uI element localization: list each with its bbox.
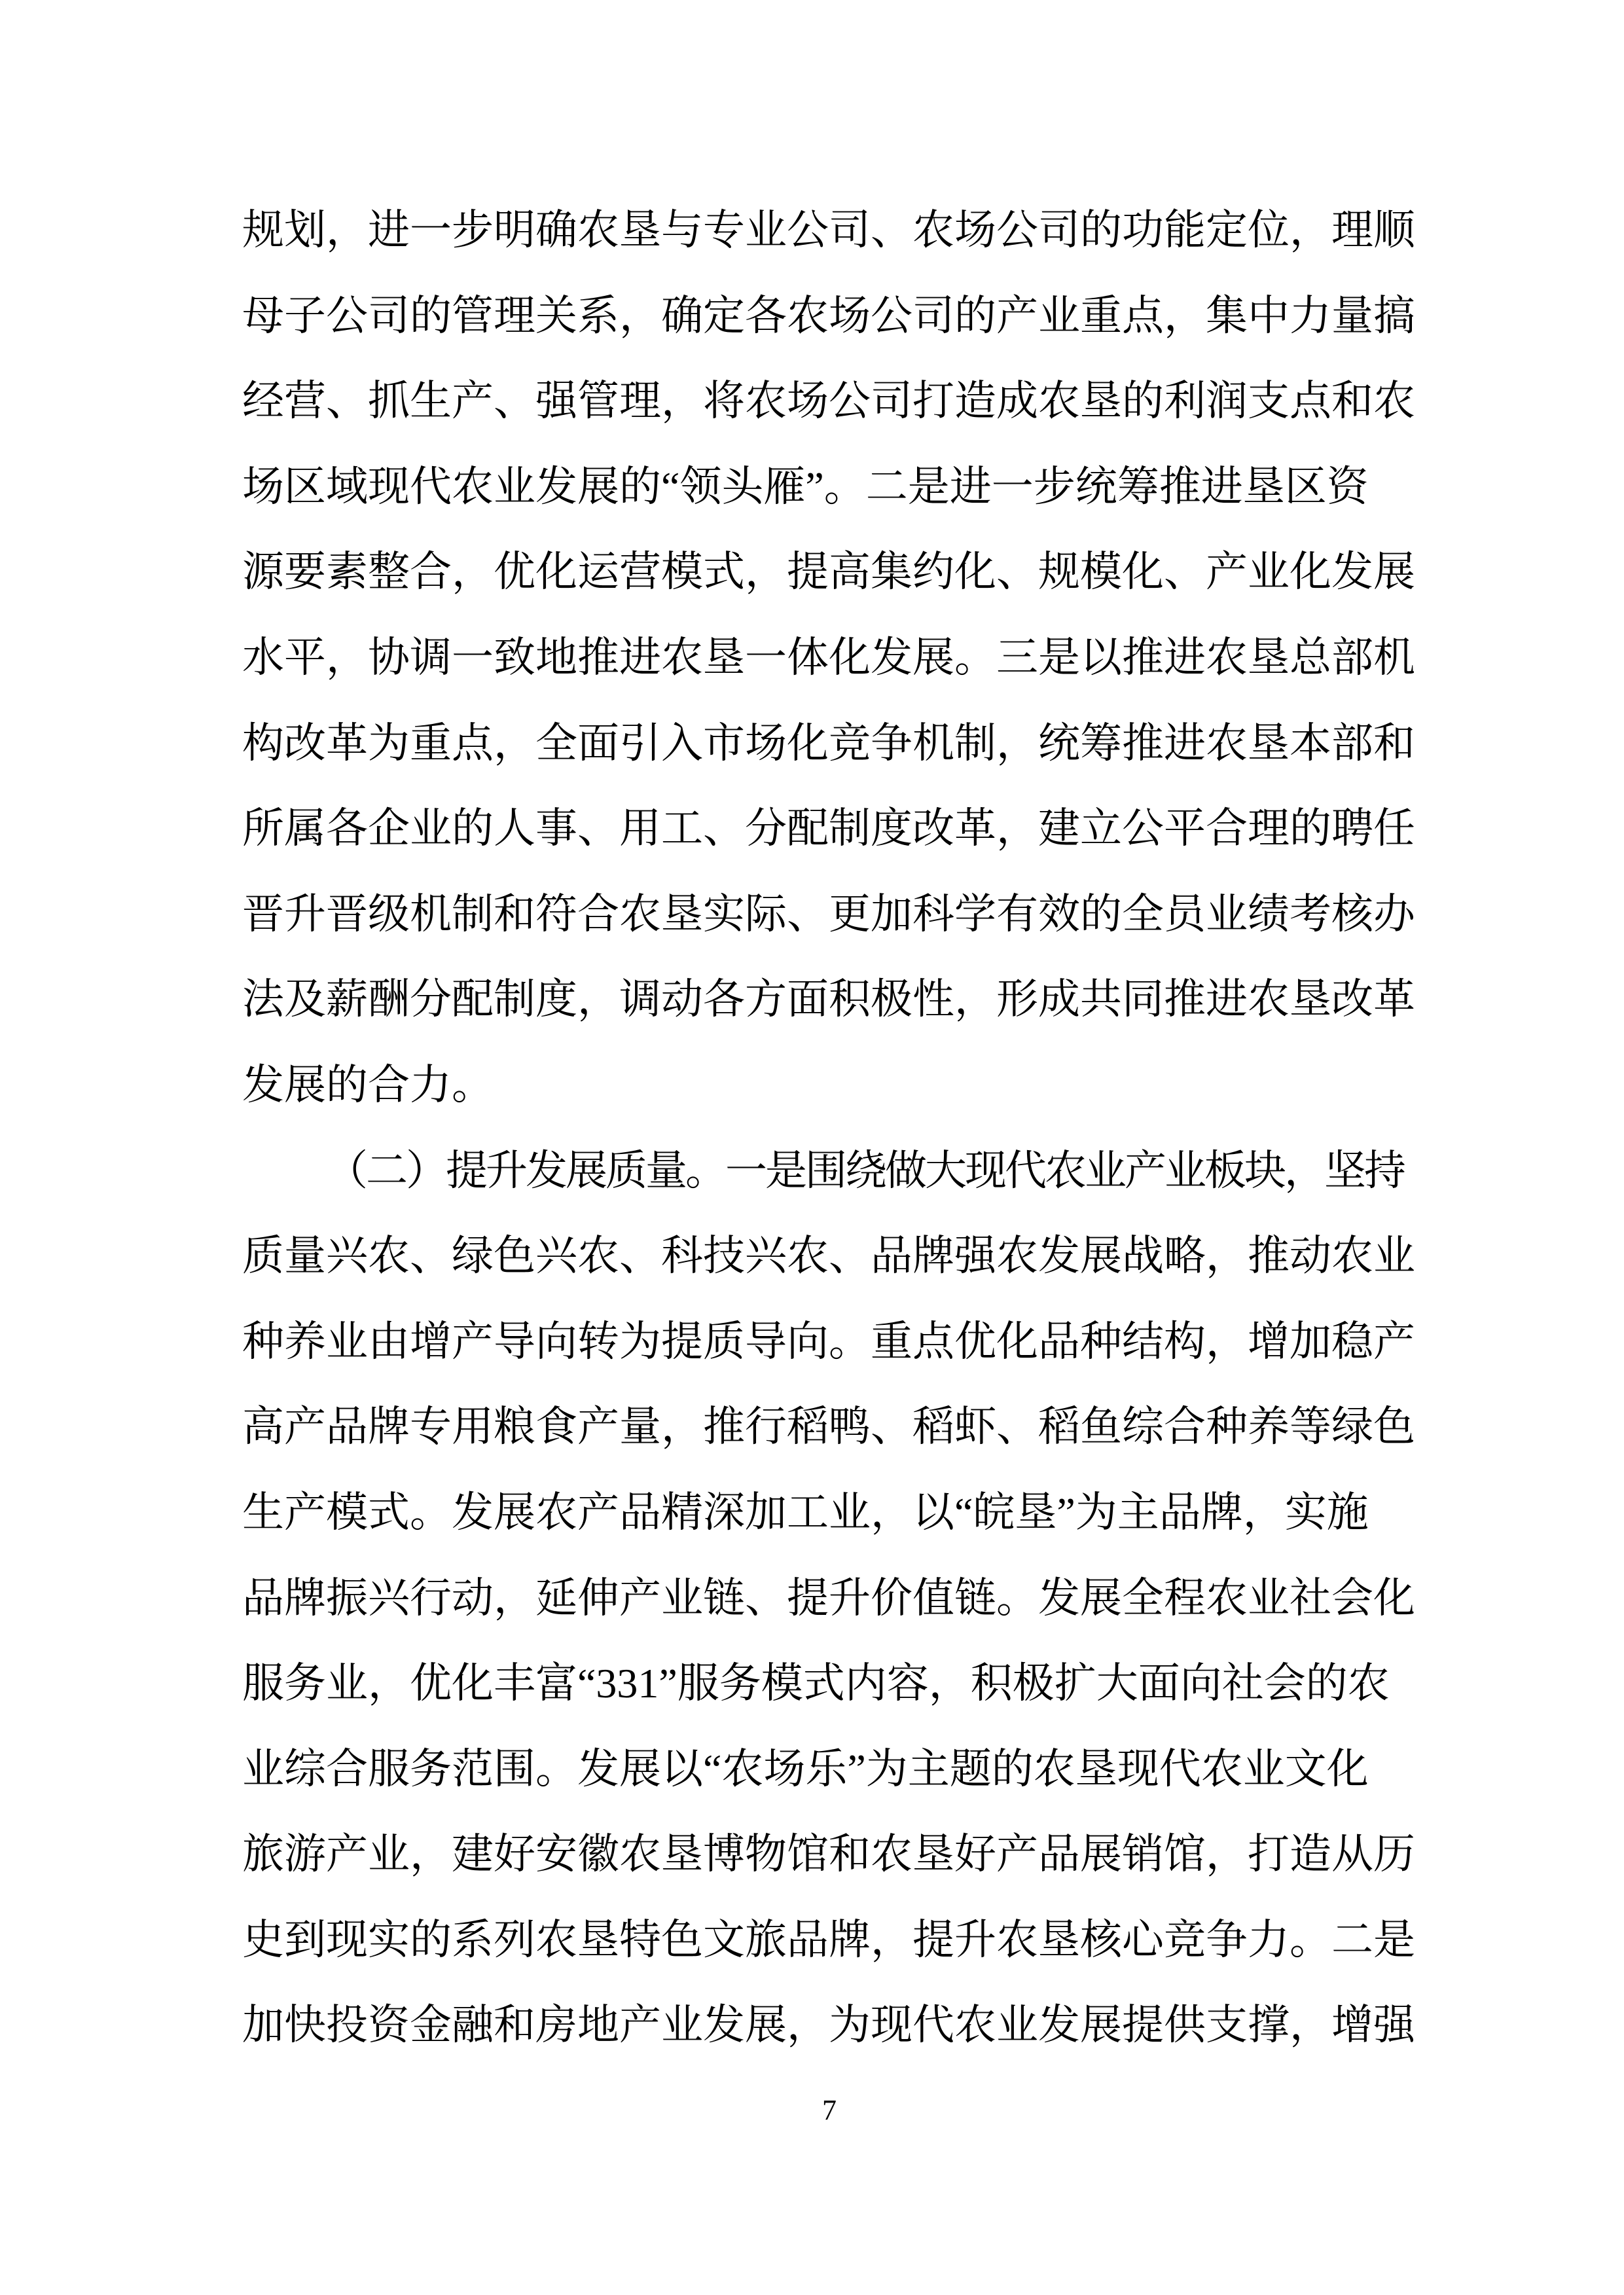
text-line: 旅游产业，建好安徽农垦博物馆和农垦好产品展销馆，打造从历 [242, 1831, 1415, 1878]
text-line: 所属各企业的人事、用工、分配制度改革，建立公平合理的聘任 [242, 805, 1415, 852]
text-line: 史到现实的系列农垦特色文旅品牌，提升农垦核心竞争力。二是 [242, 1916, 1415, 1963]
text-line: 生产模式。发展农产品精深加工业，以“皖垦”为主品牌，实施 [242, 1489, 1369, 1536]
text-line: 母子公司的管理关系，确定各农场公司的产业重点，集中力量搞 [242, 292, 1415, 339]
text-line: 加快投资金融和房地产业发展，为现代农业发展提供支撑，增强 [242, 2002, 1415, 2049]
text-line: 构改革为重点，全面引入市场化竞争机制，统筹推进农垦本部和 [242, 719, 1415, 767]
page-number: 7 [822, 2094, 837, 2126]
text-line: 种养业由增产导向转为提质导向。重点优化品种结构，增加稳产 [242, 1318, 1415, 1365]
text-line: 品牌振兴行动，延伸产业链、提升价值链。发展全程农业社会化 [242, 1574, 1415, 1621]
text-line: 服务业，优化丰富“331”服务模式内容，积极扩大面向社会的农 [242, 1660, 1390, 1707]
text-line: 高产品牌专用粮食产量，推行稻鸭、稻虾、稻鱼综合种养等绿色 [242, 1403, 1415, 1451]
text-line: 经营、抓生产、强管理，将农场公司打造成农垦的利润支点和农 [242, 378, 1415, 425]
text-line-paragraph-start: （二）提升发展质量。一是围绕做大现代农业产业板块，坚持 [326, 1147, 1404, 1194]
text-line: 场区域现代农业发展的“领头雁”。二是进一步统筹推进垦区资 [242, 463, 1369, 510]
text-line: 质量兴农、绿色兴农、科技兴农、品牌强农发展战略，推动农业 [242, 1233, 1415, 1280]
text-line: 源要素整合，优化运营模式，提高集约化、规模化、产业化发展 [242, 549, 1415, 596]
text-line: 发展的合力。 [242, 1061, 494, 1108]
text-line: 业综合服务范围。发展以“农场乐”为主题的农垦现代农业文化 [242, 1745, 1369, 1792]
text-line: 法及薪酬分配制度，调动各方面积极性，形成共同推进农垦改革 [242, 976, 1415, 1023]
document-body [242, 188, 1416, 2069]
text-line: 晋升晋级机制和符合农垦实际、更加科学有效的全员业绩考核办 [242, 890, 1415, 937]
text-line: 水平，协调一致地推进农垦一体化发展。三是以推进农垦总部机 [242, 634, 1415, 681]
text-line: 规划，进一步明确农垦与专业公司、农场公司的功能定位，理顺 [242, 207, 1415, 253]
